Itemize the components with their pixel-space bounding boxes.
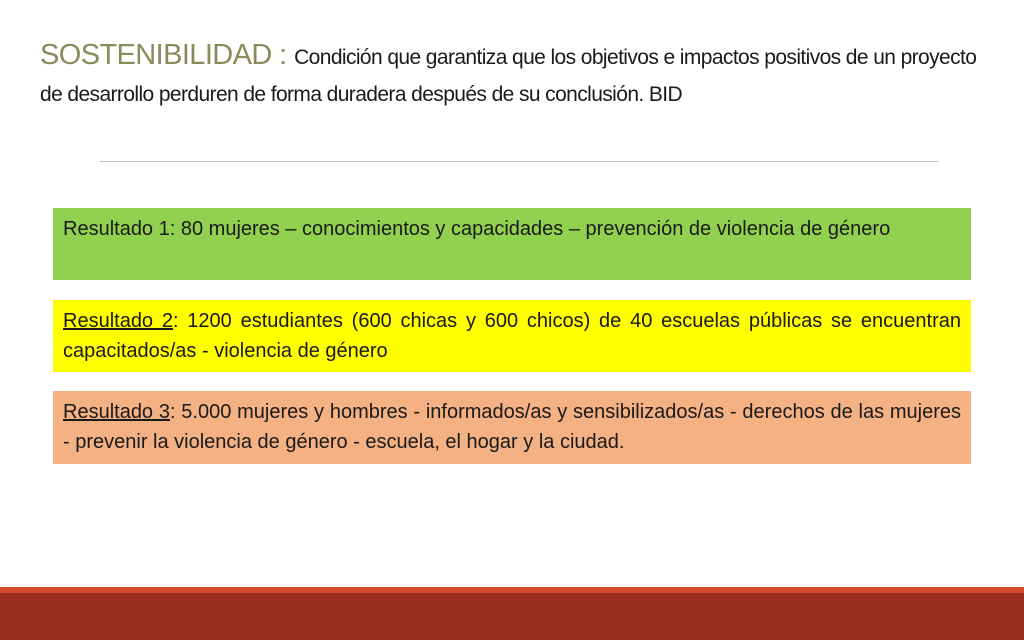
result-text-2: : 1200 estudiantes (600 chicas y 600 chicos) de 40 escuelas públicas se encuentran capacitados/as - violencia de género [63, 310, 961, 362]
result-label-2: Resultado 2 [63, 310, 173, 332]
result-label-3: Resultado 3 [63, 401, 170, 423]
result-label-1: Resultado 1 [63, 218, 170, 240]
footer-bar [0, 593, 1024, 640]
result-box-3 [53, 391, 971, 464]
title-divider [100, 161, 938, 162]
slide-title [40, 38, 1000, 114]
result-box-2 [53, 300, 971, 372]
title-keyword: SOSTENIBILIDAD [40, 39, 272, 71]
result-text-1: : 80 mujeres – conocimientos y capacidades – prevención de violencia de género [169, 218, 891, 240]
result-box-1 [53, 208, 971, 280]
result-text-3: : 5.000 mujeres y hombres - informados/as y sensibilizados/as - derechos de las mujeres - prevenir la violencia de género - escuela, el hogar y la ciudad. [63, 401, 961, 453]
title-separator: : [271, 39, 295, 71]
title-definition: Condición que garantiza que los objetivos e impactos positivos de un proyecto de desarrollo perduren de forma duradera después de su conclusión. BID [40, 46, 977, 106]
